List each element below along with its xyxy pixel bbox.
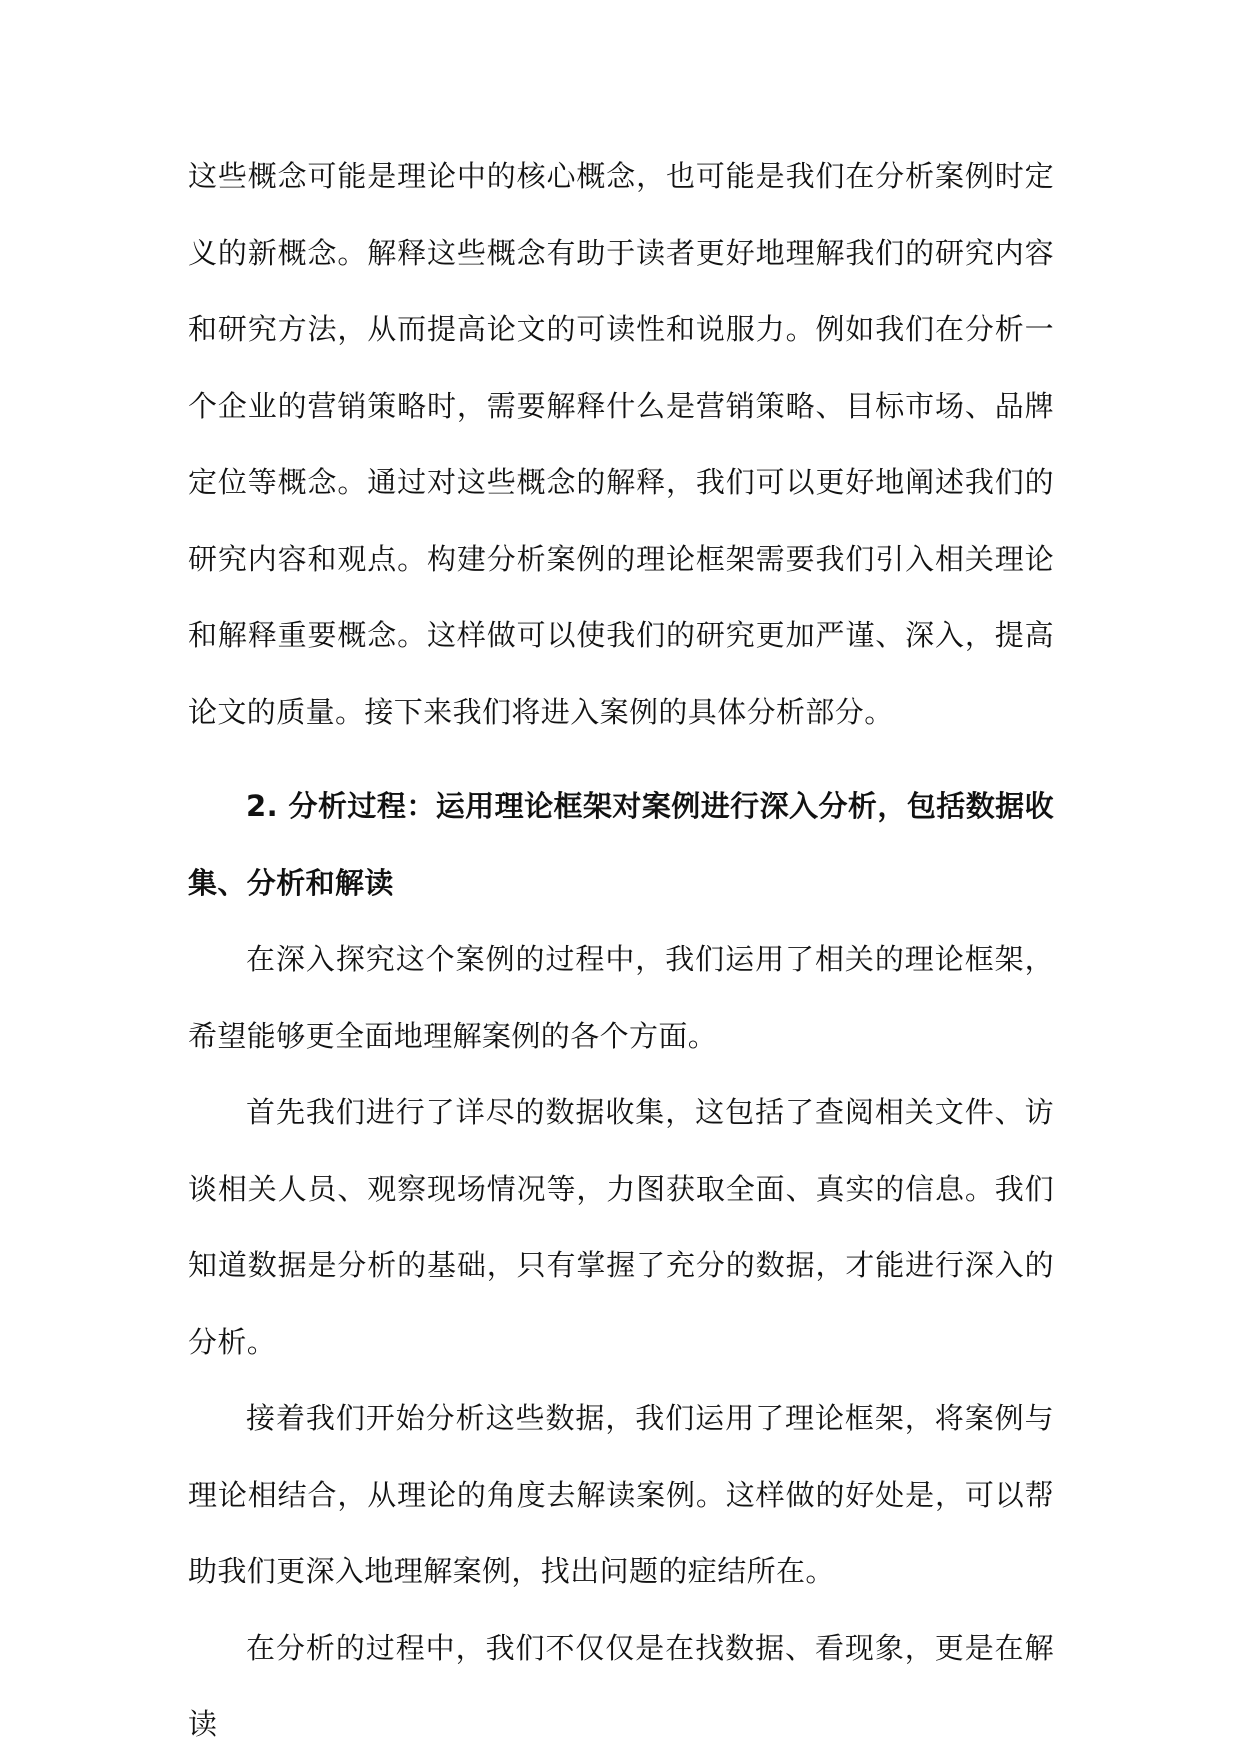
paragraph-interpretation: 在分析的过程中，我们不仅仅是在找数据、看现象，更是在解读 — [188, 1630, 1054, 1741]
section-heading: 2. 分析过程：运用理论框架对案例进行深入分析，包括数据收集、分析和解读 — [188, 789, 1054, 900]
paragraph-data-collection: 首先我们进行了详尽的数据收集，这包括了查阅相关文件、访谈相关人员、观察现场情况等，力图获取全面、真实的信息。我们知道数据是分析的基础，只有掌握了充分的数据，才能进行深入的分析。 — [188, 1095, 1054, 1359]
paragraph-data-analysis: 接着我们开始分析这些数据，我们运用了理论框架，将案例与理论相结合，从理论的角度去解读案例。这样做的好处是，可以帮助我们更深入地理解案例，找出问题的症结所在。 — [188, 1401, 1054, 1588]
paragraph-concepts: 这些概念可能是理论中的核心概念，也可能是我们在分析案例时定义的新概念。解释这些概念有助于读者更好地理解我们的研究内容和研究方法，从而提高论文的可读性和说服力。例如我们在分析一个企业的营销策略时，需要解释什么是营销策略、目标市场、品牌定位等概念。通过对这些概念的解释，我们可以更好地阐述我们的研究内容和观点。构建分析案例的理论框架需要我们引入相关理论和解释重要概念。这样做可以使我们的研究更加严谨、深入，提高论文的质量。接下来我们将进入案例的具体分析部分。 — [188, 159, 1054, 729]
document-body — [188, 138, 1054, 1763]
paragraph-framework: 在深入探究这个案例的过程中，我们运用了相关的理论框架，希望能够更全面地理解案例的各个方面。 — [188, 942, 1054, 1053]
